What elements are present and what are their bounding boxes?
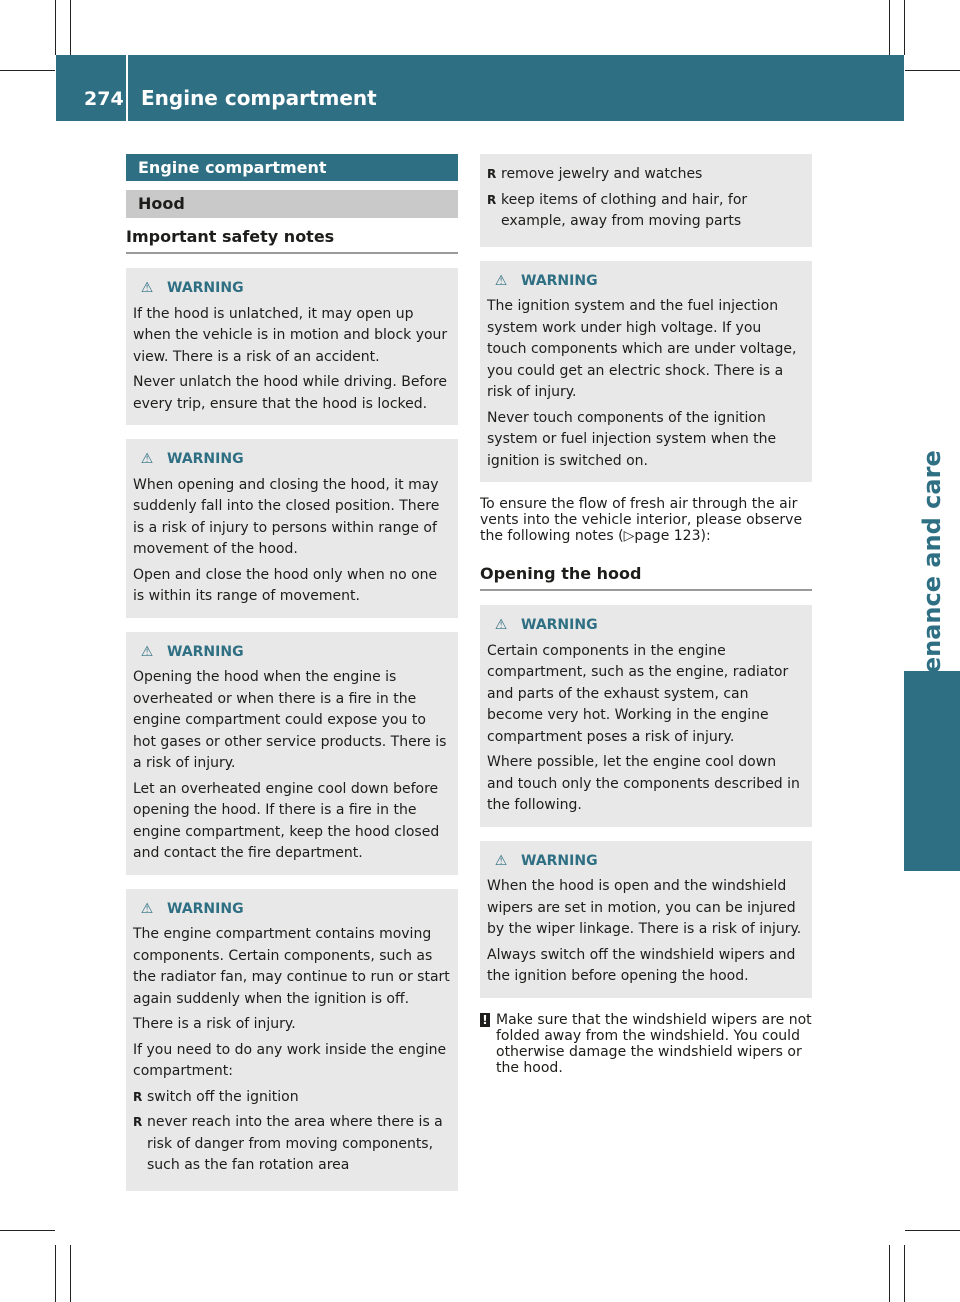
list-item: R keep items of clothing and hair, for example, away from moving parts — [487, 190, 805, 233]
right-column — [480, 154, 812, 1076]
warning-triangle-icon: ⚠ — [494, 272, 508, 289]
heading-opening-hood: Opening the hood — [480, 564, 812, 591]
warning-box-continued — [480, 154, 812, 247]
warning-triangle-icon: ⚠ — [140, 451, 154, 467]
warning-text: There is a risk of injury. — [133, 1016, 296, 1032]
crop-mark — [70, 1245, 71, 1302]
warning-text: Open and close the hood only when no one is within its range of movement. — [133, 566, 438, 604]
warning-box — [126, 889, 458, 1191]
page-title: Engine compartment — [141, 86, 377, 110]
warning-text: Let an overheated engine cool down before opening the hood. If there is a fire in the engine compartment, keep the hood closed and contact the fire department. — [133, 780, 440, 861]
caution-note — [480, 1012, 812, 1076]
warning-text: The ignition system and the fuel injection system work under high voltage. If you touch components which are under voltage, you could get an electric shock. There is a risk of injury. — [487, 298, 797, 400]
warning-label: WARNING — [167, 451, 244, 467]
crop-mark — [889, 0, 890, 55]
warning-label: WARNING — [167, 280, 244, 296]
list-item: R never reach into the area where there is a risk of danger from moving components, such as the fan rotation area — [133, 1112, 451, 1177]
exclamation-icon: ! — [480, 1013, 490, 1027]
crop-mark — [55, 0, 56, 55]
subsection-title: Hood — [126, 190, 458, 218]
warning-text: The engine compartment contains moving components. Certain components, such as the radiator fan, may continue to run or start again suddenly when the ignition is off. — [133, 926, 450, 1007]
warning-label: WARNING — [521, 272, 598, 289]
warning-triangle-icon: ⚠ — [140, 900, 154, 917]
warning-box — [480, 605, 812, 827]
section-title: Engine compartment — [126, 154, 458, 181]
warning-label: WARNING — [167, 900, 244, 917]
crop-mark — [0, 70, 55, 71]
crop-mark — [55, 1245, 56, 1302]
warning-text: Where possible, let the engine cool down and touch only the components described in the following. — [487, 754, 800, 813]
warning-triangle-icon: ⚠ — [494, 617, 508, 633]
air-vent-note: To ensure the flow of fresh air through the air vents into the vehicle interior, please observe the following notes (▷page 123): — [480, 496, 803, 544]
page-number: 274 — [84, 88, 124, 110]
warning-box — [480, 841, 812, 998]
warning-triangle-icon: ⚠ — [494, 852, 508, 869]
list-item: R switch off the ignition — [133, 1087, 451, 1109]
crop-mark — [889, 1245, 890, 1302]
warning-text: When the hood is open and the windshield wipers are set in motion, you can be injured by the wiper linkage. There is a risk of injury. — [487, 878, 802, 937]
warning-text: Never unlatch the hood while driving. Before every trip, ensure that the hood is locked. — [133, 374, 447, 412]
crop-mark — [904, 0, 905, 55]
warning-triangle-icon: ⚠ — [140, 643, 154, 660]
warning-text: If you need to do any work inside the engine compartment: — [133, 1041, 447, 1079]
warning-text: When opening and closing the hood, it may suddenly fall into the closed position. There is a risk of injury to persons within range of movement of the hood. — [133, 476, 440, 557]
crop-mark — [904, 1245, 905, 1302]
warning-box — [126, 268, 458, 425]
page-reference-link[interactable]: page 123 — [634, 528, 701, 544]
warning-triangle-icon: ⚠ — [140, 280, 154, 296]
warning-label: WARNING — [167, 643, 244, 660]
crop-mark — [70, 0, 71, 55]
warning-text: Certain components in the engine compartment, such as the engine, radiator and parts of the exhaust system, can become very hot. Working in the engine compartment poses a risk of injury. — [487, 642, 789, 745]
warning-text: Never touch components of the ignition system or fuel injection system when the ignition is switched on. — [487, 409, 777, 469]
crop-mark — [0, 1230, 55, 1231]
warning-label: WARNING — [521, 617, 598, 633]
list-item: R remove jewelry and watches — [487, 164, 805, 186]
heading-safety-notes: Important safety notes — [126, 227, 458, 254]
page-ref-arrow-icon: ▷ — [623, 528, 635, 544]
warning-text: Opening the hood when the engine is overheated or when there is a fire in the engine compartment could expose you to hot gases or other service products. There is a risk of injury. — [133, 669, 447, 771]
chapter-tab-label: Maintenance and care — [918, 450, 946, 750]
header-divider — [126, 55, 128, 121]
warning-text: Always switch off the windshield wipers and the ignition before opening the hood. — [487, 946, 796, 984]
warning-box — [126, 632, 458, 875]
note-text: Make sure that the windshield wipers are not folded away from the windshield. You could otherwise damage the windshield wipers or the hood. — [496, 1011, 812, 1076]
left-column — [126, 154, 458, 1205]
warning-box — [126, 439, 458, 618]
crop-mark — [905, 1230, 960, 1231]
warning-label: WARNING — [521, 852, 598, 869]
warning-box — [480, 261, 812, 483]
crop-mark — [905, 70, 960, 71]
warning-text: If the hood is unlatched, it may open up when the vehicle is in motion and block your view. There is a risk of an accident. — [133, 305, 448, 365]
